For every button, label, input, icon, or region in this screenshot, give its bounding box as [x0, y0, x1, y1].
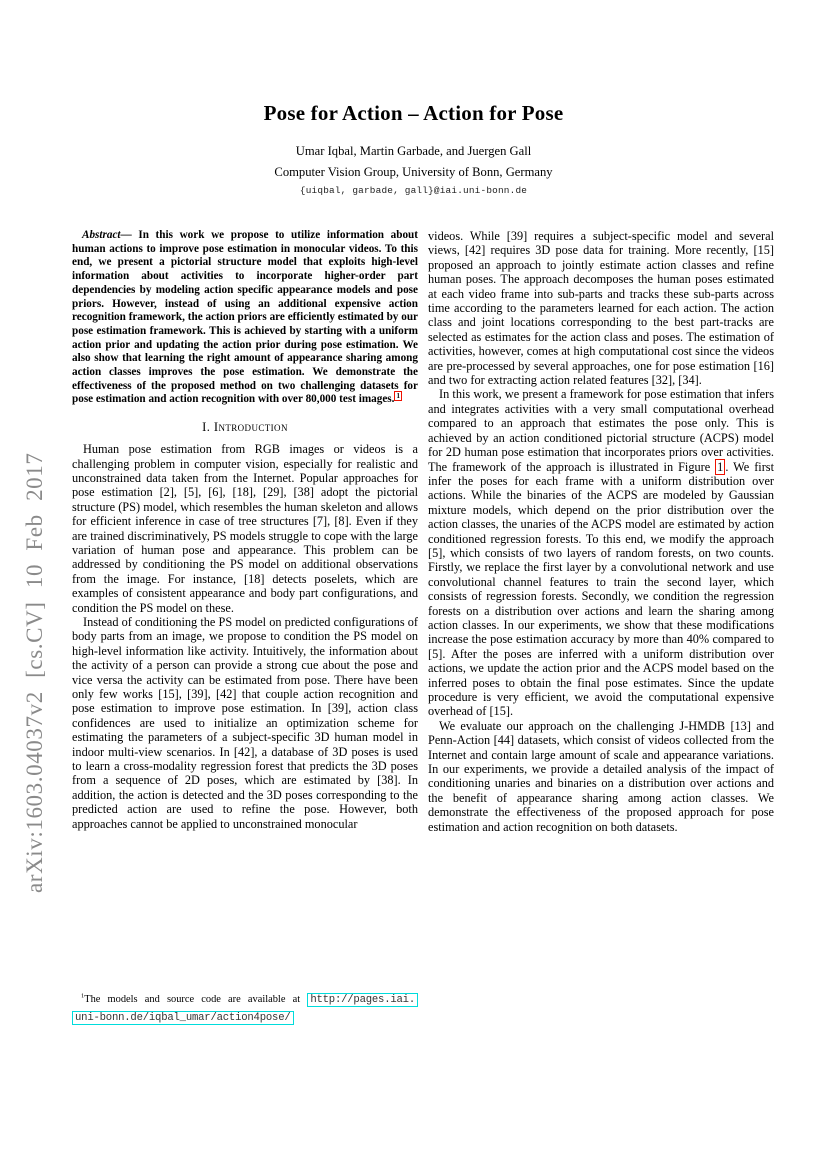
intro-paragraph-4: We evaluate our approach on the challenging J-HMDB [13] and Penn-Action [44] datasets, which consist of videos collected from the Internet and contain large amount of scale and appearance variations. In our experiments, we provide a detailed analysis of the impact of conditioning unaries and binaries on a distribution over actions and the benefit of appearance sharing among action classes. We demonstrate the effectiveness of the proposed approach for pose estimation and action recognition on both datasets. [428, 718, 774, 834]
section-heading-introduction [72, 420, 418, 435]
footnote-url-link-part1[interactable]: http://pages.iai. [307, 993, 418, 1007]
abstract-dash: — [120, 229, 139, 241]
footnote-url-link-part2[interactable]: uni-bonn.de/iqbal_umar/action4pose/ [72, 1011, 294, 1025]
abstract-paragraph [72, 229, 418, 407]
abstract-text: In this work we propose to utilize information about human actions to improve pose estimation in monocular videos. To this end, we present a pictorial structure model that exploits high-level information about activities to incorporate higher-order part dependencies by modeling action specific appearance models and pose priors. However, instead of using an additional expensive action recognition framework, the action priors are efficiently estimated by our pose estimation framework. This is achieved by starting with a uniform action prior and updating the action prior during pose estimation. We also show that learning the right amount of appearance sharing among action classes improves the pose estimation. We demonstrate the effectiveness of the proposed method on two challenging datasets for pose estimation and action recognition with over 80,000 test images. [72, 229, 418, 406]
intro-paragraph-3 [428, 387, 774, 718]
footnote-text: The models and source code are available at [84, 994, 308, 1005]
intro-paragraph-3-text-after-figref: . We first infer the poses for each frame with a uniform distribution over actions. While the binaries of the ACPS are modeled by Gaussian mixture models, which depend on the prior distribution over the action classes, the unaries of the ACPS model are estimated by action conditioned regression forests. To this end, we modify the approach [5], which consists of two layers of random forests, on two counts. Firstly, we replace the first layer by a convolutional network and use convolutional channel features to train the second layer, which consists of regression forests. Secondly, we condition the regression forests on a distribution over actions and learn the sharing among action classes. In our experiments, we show that these modifications increase the pose estimation accuracy by more than 40% compared to [5]. After the poses are inferred with a uniform distribution over actions, we update the action prior and the ACPS model based on the inferred poses to obtain the final pose estimates. Since the update procedure is very efficient, we avoid the computational expensive overhead of [15]. [428, 459, 775, 719]
intro-paragraph-3-text-before-figref: In this work, we present a framework for pose estimation that infers and integrates activities with a very small computational overhead compared to an approach that estimates the pose only. This is achieved by an action conditioned pictorial structure (ACPS) model for 2D human pose estimation that incorporates priors over activities. The framework of the approach is illustrated in Figure [428, 387, 774, 474]
paper-authors: Umar Iqbal, Martin Garbade, and Juergen Gall [295, 144, 532, 158]
paper-header [0, 0, 827, 196]
section-title: Introduction [213, 420, 288, 435]
intro-paragraph-1: Human pose estimation from RGB images or videos is a challenging problem in computer vision, especially for realistic and unconstrained data taken from the Internet. Popular approaches for pose estimation [2], [5], [6], [18], [29], [38] adopt the pictorial structure (PS) model, which resembles the human skeleton and allows for efficient inference in case of tree structures [7], [8]. Even if they are trained discriminatively, PS models struggle to cope with the large variation of human pose and appearance. This problem can be addressed by conditioning the PS model on additional observations from the image. For instance, [18] detects poselets, which are examples of consistent appearance and body part configurations, and condition the PS model on these. [72, 442, 418, 615]
left-column [72, 229, 418, 831]
figure-1-link[interactable]: 1 [717, 459, 724, 474]
intro-paragraph-2-continued: videos. While [39] requires a subject-specific model and several views, [42] requires 3D pose data for training. More recently, [15] proposed an approach to jointly estimate action classes and refine human poses. The approach decomposes the human poses estimated at each video frame into sub-parts and tracks these sub-parts across time according to the parameters learned for each action. The action class and joint locations corresponding to the best part-tracks are selected as estimates for the action class and poses. The estimation of activities, however, comes at high computational cost since the videos are pre-processed by several approaches, one for pose estimation [16] and two for extracting action related features [32], [34]. [428, 229, 774, 388]
abstract-footnote-link[interactable]: 1 [396, 391, 400, 400]
abstract-label: Abstract [82, 229, 121, 241]
section-number: I. [202, 420, 211, 435]
paper-affiliation: Computer Vision Group, University of Bonn, Germany [274, 165, 553, 179]
paper-email: {uiqbal, garbade, gall}@iai.uni-bonn.de [299, 185, 528, 196]
arxiv-stamp: arXiv:1603.04037v2 [cs.CV] 10 Feb 2017 [22, 452, 47, 893]
footnote-line-1 [72, 992, 418, 1008]
footnote-line-2 [72, 1010, 418, 1026]
right-column [428, 229, 774, 834]
paper-title: Pose for Action – Action for Pose [263, 101, 564, 125]
intro-paragraph-2: Instead of conditioning the PS model on predicted configurations of body parts from an image, we propose to condition the PS model on high-level information like activity. Intuitively, the information about the activity of a person can provide a strong cue about the pose and vice versa the activity can be estimated from pose. There have been only few works [15], [39], [42] that couple action recognition and pose estimation to improve pose estimation. In [39], action class confidences are used to initialize an optimization scheme for estimating the parameters of a subject-specific 3D human model in indoor multi-view scenarios. In [42], a database of 3D poses is used to learn a cross-modality regression forest that predicts the 3D poses from a sequence of 2D poses, which are estimated by [38]. In addition, the action is detected and the 3D poses corresponding to the predicted action are used to refine the pose. However, both approaches cannot be applied to unconstrained monocular [72, 615, 418, 831]
footnote-marker: 1 [81, 992, 85, 1000]
footnote [72, 992, 418, 1026]
